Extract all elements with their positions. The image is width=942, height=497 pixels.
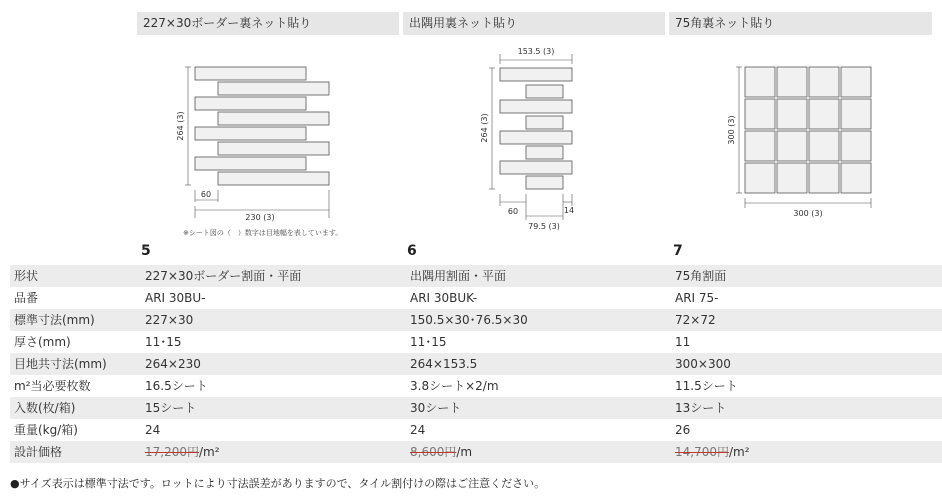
diagram-note: ※シート図の（ ）数字は目地幅を表しています。 xyxy=(183,229,343,237)
tile xyxy=(745,99,775,129)
table-cell: 3.8シート×2/m xyxy=(410,379,499,393)
bottom-width-dimension: 79.5 (3) xyxy=(528,222,560,231)
footnote: ●サイズ表示は標準寸法です。ロットにより寸法誤差がありますので、タイル割付けの際はご注意ください。 xyxy=(10,477,546,490)
tile xyxy=(195,127,306,140)
table-cell: 300×300 xyxy=(675,357,731,371)
tile xyxy=(841,131,871,161)
table-row xyxy=(10,397,942,419)
tile xyxy=(218,142,329,155)
table-cell: 30シート xyxy=(410,401,462,415)
table-cell: 出隅用割面・平面 xyxy=(410,269,507,283)
table-cell: 11･15 xyxy=(145,335,182,349)
table-cell: 11･15 xyxy=(410,335,447,349)
table-cell: 26 xyxy=(675,423,691,437)
price-cell xyxy=(145,441,220,463)
tile xyxy=(526,85,563,98)
table-cell: ARI 30BUK- xyxy=(410,291,478,305)
table-cell: 227×30 xyxy=(145,313,194,327)
table-row xyxy=(10,331,942,353)
row-label: 形状 xyxy=(14,269,39,283)
tile xyxy=(841,99,871,129)
table-row-price xyxy=(10,441,942,463)
diagram-square-sheet xyxy=(722,60,882,225)
height-dimension: 264 (3) xyxy=(480,113,489,143)
tile xyxy=(526,176,563,189)
table-cell: 264×153.5 xyxy=(410,357,478,371)
tile xyxy=(841,67,871,97)
table-cell: 15シート xyxy=(145,401,197,415)
tile xyxy=(809,163,839,193)
offset-dimension: 60 xyxy=(200,190,212,199)
tile xyxy=(841,163,871,193)
table-cell: 24 xyxy=(145,423,161,437)
tile xyxy=(777,99,807,129)
column-header-3: 75角裏ネット貼り xyxy=(669,12,932,35)
tile xyxy=(500,161,572,174)
table-cell: 150.5×30･76.5×30 xyxy=(410,313,528,327)
column-header-2: 出隅用裏ネット貼り xyxy=(403,12,665,35)
tile xyxy=(195,67,306,80)
row-label: 入数(枚/箱) xyxy=(14,401,76,415)
table-cell: 75角割面 xyxy=(675,269,727,283)
price-unit: /m² xyxy=(729,445,750,459)
tile xyxy=(809,67,839,97)
column-number-3: 7 xyxy=(673,243,683,259)
width-dimension: 230 (3) xyxy=(245,213,275,222)
column-number-1: 5 xyxy=(141,243,151,259)
price-unit: /m² xyxy=(199,445,220,459)
tile xyxy=(500,100,572,113)
table-cell: ARI 30BU- xyxy=(145,291,206,305)
tile xyxy=(500,131,572,144)
right-offset-dimension: 14 xyxy=(563,206,575,215)
height-dimension: 264 (3) xyxy=(176,111,185,141)
table-row xyxy=(10,419,942,441)
table-row xyxy=(10,375,942,397)
tile xyxy=(526,116,563,129)
price-cell xyxy=(675,441,750,463)
tile xyxy=(777,131,807,161)
table-cell: 227×30ボーダー割面・平面 xyxy=(145,269,302,283)
struck-price: 17,200円 xyxy=(145,445,199,459)
struck-price: 8,600円 xyxy=(410,445,457,459)
top-width-dimension: 153.5 (3) xyxy=(517,47,555,56)
tile xyxy=(777,163,807,193)
table-cell: 72×72 xyxy=(675,313,716,327)
tile xyxy=(809,131,839,161)
height-dimension: 300 (3) xyxy=(727,115,736,145)
tile xyxy=(218,82,329,95)
row-label: 品番 xyxy=(14,291,39,305)
row-label: 標準寸法(mm) xyxy=(14,313,95,327)
table-cell: 16.5シート xyxy=(145,379,208,393)
table-cell: ARI 75- xyxy=(675,291,719,305)
table-cell: 24 xyxy=(410,423,426,437)
tile xyxy=(777,67,807,97)
table-row xyxy=(10,353,942,375)
tile xyxy=(218,112,329,125)
tile xyxy=(195,157,306,170)
left-offset-dimension: 60 xyxy=(507,207,519,216)
price-unit: /m xyxy=(456,445,473,459)
row-label: 設計価格 xyxy=(14,445,63,459)
tile xyxy=(218,172,329,185)
width-dimension: 300 (3) xyxy=(793,209,823,218)
table-cell: 11.5シート xyxy=(675,379,738,393)
tile xyxy=(745,67,775,97)
table-row xyxy=(10,309,942,331)
tile xyxy=(195,97,306,110)
tile xyxy=(500,68,572,81)
tile xyxy=(745,163,775,193)
price-cell xyxy=(410,441,472,463)
row-label: m²当必要枚数 xyxy=(14,379,91,393)
table-row xyxy=(10,265,942,287)
column-number-2: 6 xyxy=(407,243,417,259)
table-cell: 264×230 xyxy=(145,357,201,371)
table-row xyxy=(10,287,942,309)
row-label: 厚さ(mm) xyxy=(14,335,71,349)
row-label: 重量(kg/箱) xyxy=(14,423,78,437)
diagram-corner-sheet xyxy=(470,40,600,235)
table-cell: 11 xyxy=(675,335,691,349)
table-cell: 13シート xyxy=(675,401,727,415)
tile xyxy=(745,131,775,161)
struck-price: 14,700円 xyxy=(675,445,729,459)
column-header-1: 227×30ボーダー裏ネット貼り xyxy=(137,12,399,35)
tile xyxy=(526,146,563,159)
row-label: 目地共寸法(mm) xyxy=(14,357,107,371)
tile xyxy=(809,99,839,129)
diagram-border-sheet xyxy=(170,60,370,232)
